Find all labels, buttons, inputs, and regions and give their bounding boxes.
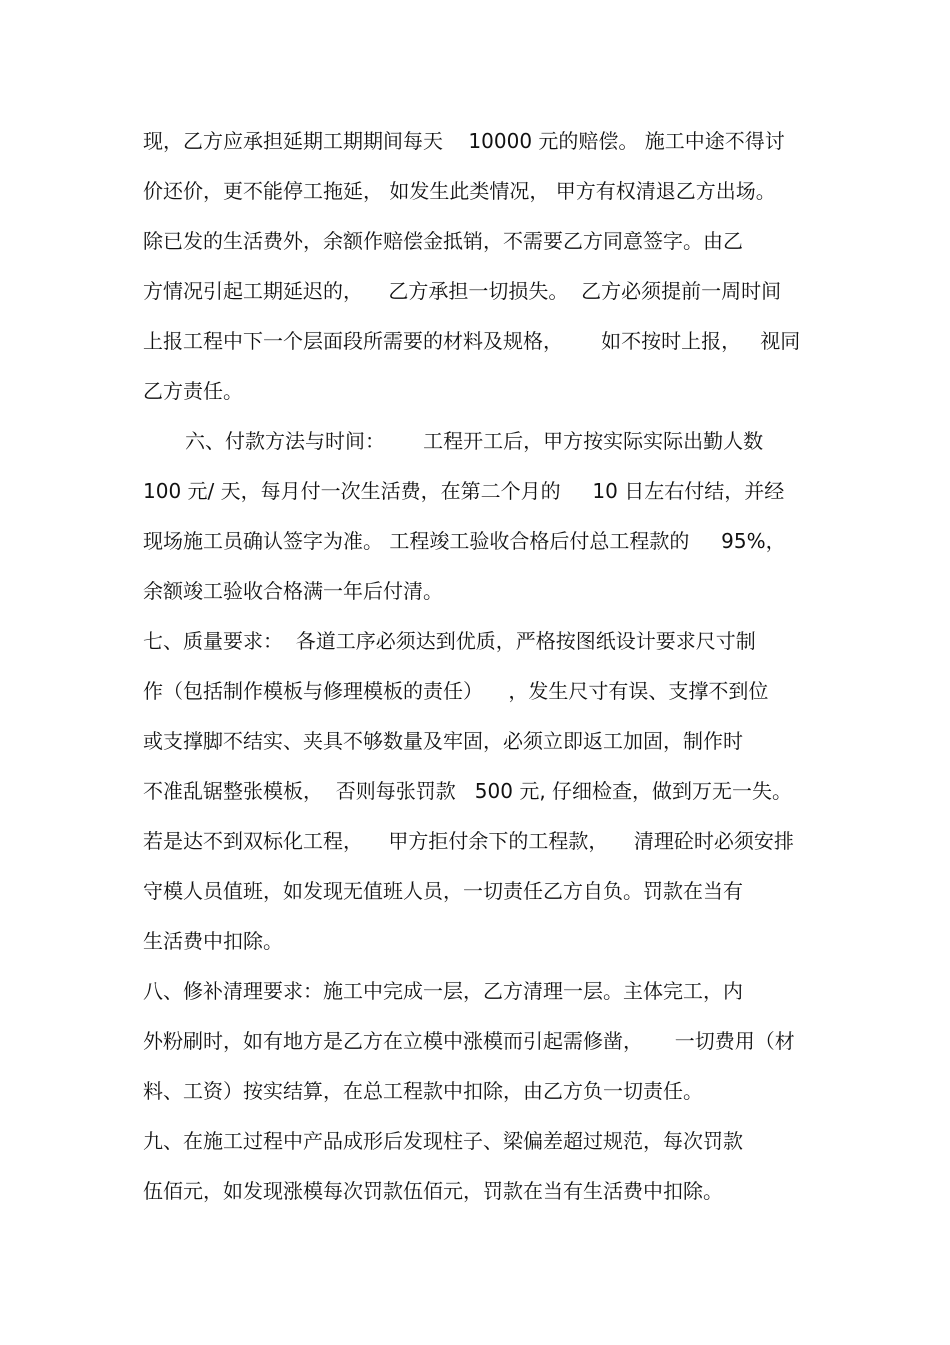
section-eight-heading-line: 八、修补清理要求：施工中完成一层，乙方清理一层。主体完工，内 — [143, 979, 743, 1003]
text-line: 伍佰元，如发现涨模每次罚款伍佰元，罚款在当有生活费中扣除。 — [143, 1179, 723, 1203]
text-line: 现，乙方应承担延期工期期间每天 10000 元的赔偿。 施工中途不得讨 — [143, 129, 785, 153]
text-line: 或支撑脚不结实、夹具不够数量及牢固，必须立即返工加固，制作时 — [143, 729, 743, 753]
text-line: 上报工程中下一个层面段所需要的材料及规格， 如不按时上报， 视同 — [143, 329, 801, 353]
text-line: 方情况引起工期延迟的， 乙方承担一切损失。 乙方必须提前一周时间 — [143, 279, 782, 303]
text-line: 乙方责任。 — [143, 379, 243, 403]
text-line: 余额竣工验收合格满一年后付清。 — [143, 579, 443, 603]
text-line: 100 元/ 天，每月付一次生活费，在第二个月的 10 日左右付结，并经 — [143, 479, 785, 503]
text-line: 现场施工员确认签字为准。 工程竣工验收合格后付总工程款的 95%， — [143, 529, 786, 553]
text-line: 外粉刷时，如有地方是乙方在立模中涨模而引起需修凿， 一切费用（材 — [143, 1029, 795, 1053]
section-six-heading-line: 六、付款方法与时间： 工程开工后，甲方按实际实际出勤人数 — [185, 429, 764, 453]
section-seven-heading-line: 七、质量要求： 各道工序必须达到优质，严格按图纸设计要求尺寸制 — [143, 629, 756, 653]
text-line: 若是达不到双标化工程， 甲方拒付余下的工程款， 清理砼时必须安排 — [143, 829, 794, 853]
text-line: 除已发的生活费外，余额作赔偿金抵销，不需要乙方同意签字。由乙 — [143, 229, 743, 253]
text-line: 料、工资）按实结算，在总工程款中扣除，由乙方负一切责任。 — [143, 1079, 703, 1103]
text-line: 生活费中扣除。 — [143, 929, 283, 953]
text-line: 不准乱锯整张模板， 否则每张罚款 500 元, 仔细检查，做到万无一失。 — [143, 779, 793, 803]
text-line: 作（包括制作模板与修理模板的责任） ，发生尺寸有误、支撑不到位 — [143, 679, 769, 703]
text-line: 守模人员值班，如发现无值班人员，一切责任乙方自负。罚款在当有 — [143, 879, 743, 903]
section-nine-heading-line: 九、在施工过程中产品成形后发现柱子、梁偏差超过规范，每次罚款 — [143, 1129, 743, 1153]
text-line: 价还价，更不能停工拖延， 如发生此类情况， 甲方有权清退乙方出场。 — [143, 179, 776, 203]
